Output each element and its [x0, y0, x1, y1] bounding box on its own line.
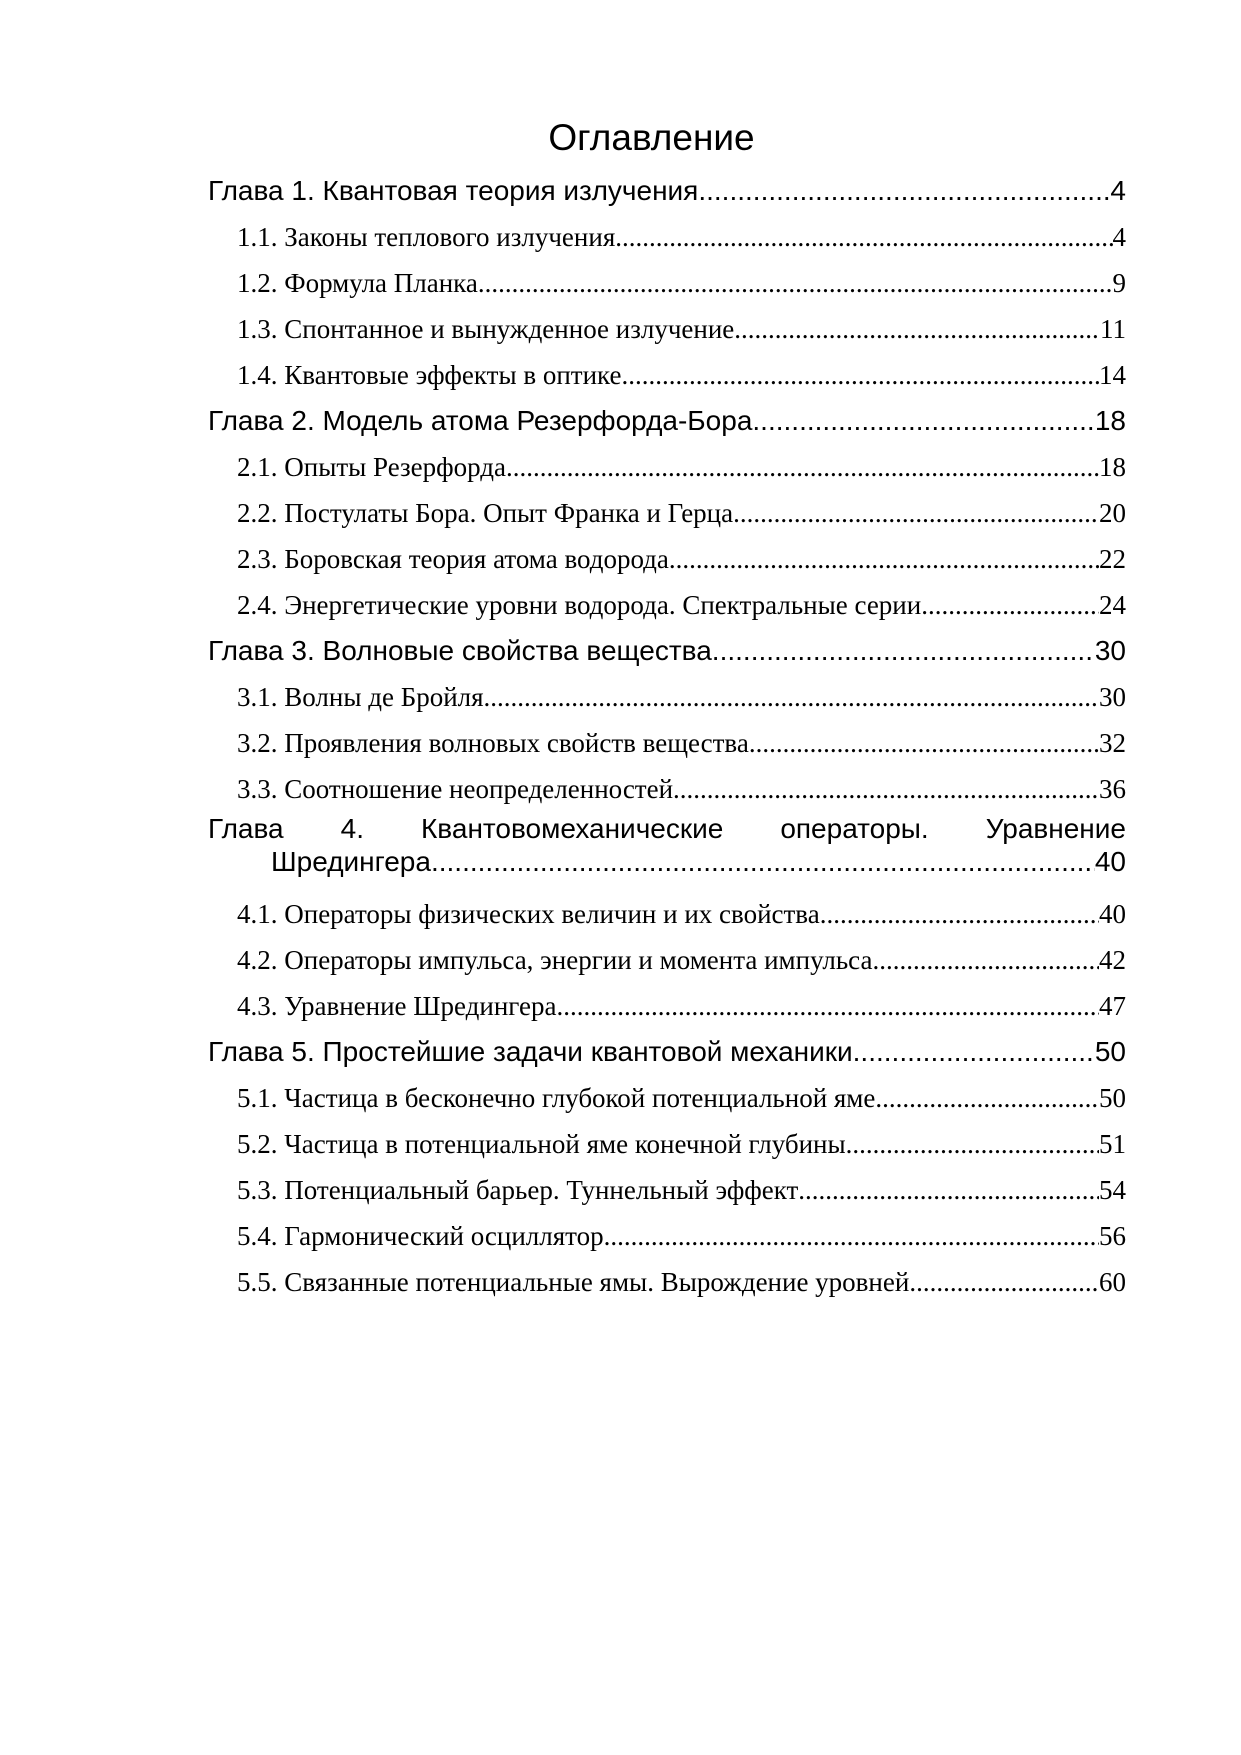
section-title: 2.3. Боровская теория атома водорода [237, 544, 669, 574]
dot-leader [669, 536, 1099, 582]
toc-section-4-1[interactable] [208, 891, 1126, 937]
section-title: 2.4. Энергетические уровни водорода. Спектральные серии [237, 590, 922, 620]
chapter-title-line-2 [208, 845, 1126, 891]
toc-section-1-4[interactable] [208, 352, 1126, 398]
dot-leader [875, 1075, 1099, 1121]
section-page-number: 9 [1112, 268, 1126, 298]
chapter-title-word: Глава [208, 813, 284, 844]
dot-leader [733, 490, 1099, 536]
section-title: 5.3. Потенциальный барьер. Туннельный эффект [237, 1175, 799, 1205]
chapter-title: Глава 5. Простейшие задачи квантовой механики [208, 1036, 853, 1067]
toc-section-1-1[interactable] [208, 214, 1126, 260]
chapter-title-word: Уравнение [985, 813, 1126, 844]
chapter-title: Глава 1. Квантовая теория излучения [208, 175, 699, 206]
chapter-title: Глава 3. Волновые свойства вещества [208, 635, 712, 666]
section-title: 3.2. Проявления волновых свойств вещества [237, 728, 749, 758]
section-page-number: 11 [1100, 314, 1126, 344]
chapter-title-word: Квантовомеханические [421, 813, 724, 844]
toc-title: Оглавление [548, 117, 755, 158]
chapter-page-number: 40 [1094, 846, 1126, 877]
chapter-title-continuation: Шредингера [271, 846, 431, 877]
toc-chapter-2[interactable] [208, 398, 1126, 444]
chapter-page-number: 18 [1094, 405, 1126, 436]
section-title: 2.2. Постулаты Бора. Опыт Франка и Герца [237, 498, 734, 528]
toc-section-2-1[interactable] [208, 444, 1126, 490]
section-page-number: 32 [1099, 728, 1126, 758]
section-page-number: 42 [1099, 945, 1126, 975]
toc-chapter-1[interactable] [208, 168, 1126, 214]
dot-leader [752, 398, 1094, 444]
section-title: 4.2. Операторы импульса, энергии и момента импульса [237, 945, 873, 975]
section-title: 2.1. Опыты Резерфорда [237, 452, 507, 482]
section-title: 5.2. Частица в потенциальной яме конечной глубины [237, 1129, 846, 1159]
dot-leader [798, 1167, 1099, 1213]
toc-section-3-3[interactable] [208, 766, 1126, 812]
section-page-number: 51 [1099, 1129, 1126, 1159]
toc-chapter-5[interactable] [208, 1029, 1126, 1075]
section-page-number: 56 [1099, 1221, 1126, 1251]
dot-leader [478, 260, 1113, 306]
section-title: 5.4. Гармонический осциллятор [237, 1221, 604, 1251]
chapter-title-word: операторы. [780, 813, 929, 844]
dot-leader [615, 214, 1112, 260]
section-page-number: 60 [1099, 1267, 1126, 1297]
table-of-contents [208, 168, 1126, 1305]
dot-leader [604, 1213, 1099, 1259]
toc-section-2-3[interactable] [208, 536, 1126, 582]
chapter-page-number: 4 [1110, 175, 1126, 206]
chapter-title-word: 4. [340, 813, 364, 844]
section-title: 1.1. Законы теплового излучения [237, 222, 616, 252]
section-page-number: 47 [1099, 991, 1126, 1021]
section-page-number: 30 [1099, 682, 1126, 712]
toc-section-5-1[interactable] [208, 1075, 1126, 1121]
section-page-number: 36 [1099, 774, 1126, 804]
section-page-number: 40 [1099, 899, 1126, 929]
toc-chapter-4[interactable] [208, 812, 1126, 891]
section-title: 4.1. Операторы физических величин и их свойства [237, 899, 820, 929]
section-title: 1.3. Спонтанное и вынужденное излучение [237, 314, 735, 344]
dot-leader [853, 1029, 1095, 1075]
toc-section-5-3[interactable] [208, 1167, 1126, 1213]
toc-section-1-2[interactable] [208, 260, 1126, 306]
dot-leader [712, 628, 1095, 674]
dot-leader [698, 168, 1110, 214]
toc-section-2-4[interactable] [208, 582, 1126, 628]
toc-section-2-2[interactable] [208, 490, 1126, 536]
dot-leader [506, 444, 1099, 490]
section-page-number: 22 [1099, 544, 1126, 574]
dot-leader [921, 582, 1099, 628]
section-title: 1.4. Квантовые эффекты в оптике [237, 360, 622, 390]
toc-section-3-1[interactable] [208, 674, 1126, 720]
toc-section-4-3[interactable] [208, 983, 1126, 1029]
chapter-title: Глава 2. Модель атома Резерфорда-Бора [208, 405, 753, 436]
dot-leader [872, 937, 1099, 983]
section-page-number: 50 [1099, 1083, 1126, 1113]
section-page-number: 20 [1099, 498, 1126, 528]
dot-leader [673, 766, 1099, 812]
chapter-page-number: 50 [1094, 1036, 1126, 1067]
dot-leader [431, 845, 1095, 878]
section-page-number: 24 [1099, 590, 1126, 620]
section-title: 3.1. Волны де Бройля [237, 682, 484, 712]
dot-leader [846, 1121, 1099, 1167]
section-title: 5.1. Частица в бесконечно глубокой потенциальной яме [237, 1083, 876, 1113]
section-page-number: 54 [1099, 1175, 1126, 1205]
chapter-page-number: 30 [1094, 635, 1126, 666]
dot-leader [734, 306, 1100, 352]
dot-leader [749, 720, 1099, 766]
section-page-number: 4 [1112, 222, 1126, 252]
section-title: 3.3. Соотношение неопределенностей [237, 774, 674, 804]
toc-section-4-2[interactable] [208, 937, 1126, 983]
toc-chapter-3[interactable] [208, 628, 1126, 674]
toc-section-5-2[interactable] [208, 1121, 1126, 1167]
toc-section-1-3[interactable] [208, 306, 1126, 352]
section-page-number: 14 [1099, 360, 1126, 390]
section-title: 5.5. Связанные потенциальные ямы. Вырождение уровней [237, 1267, 910, 1297]
section-page-number: 18 [1099, 452, 1126, 482]
section-title: 1.2. Формула Планка [237, 268, 478, 298]
chapter-title-line-1 [208, 812, 1126, 845]
dot-leader [820, 891, 1099, 937]
dot-leader [909, 1259, 1099, 1305]
toc-section-5-4[interactable] [208, 1213, 1126, 1259]
dot-leader [621, 352, 1099, 398]
section-title: 4.3. Уравнение Шредингера [237, 991, 557, 1021]
dot-leader [556, 983, 1099, 1029]
toc-section-3-2[interactable] [208, 720, 1126, 766]
toc-section-5-5[interactable] [208, 1259, 1126, 1305]
dot-leader [484, 674, 1099, 720]
